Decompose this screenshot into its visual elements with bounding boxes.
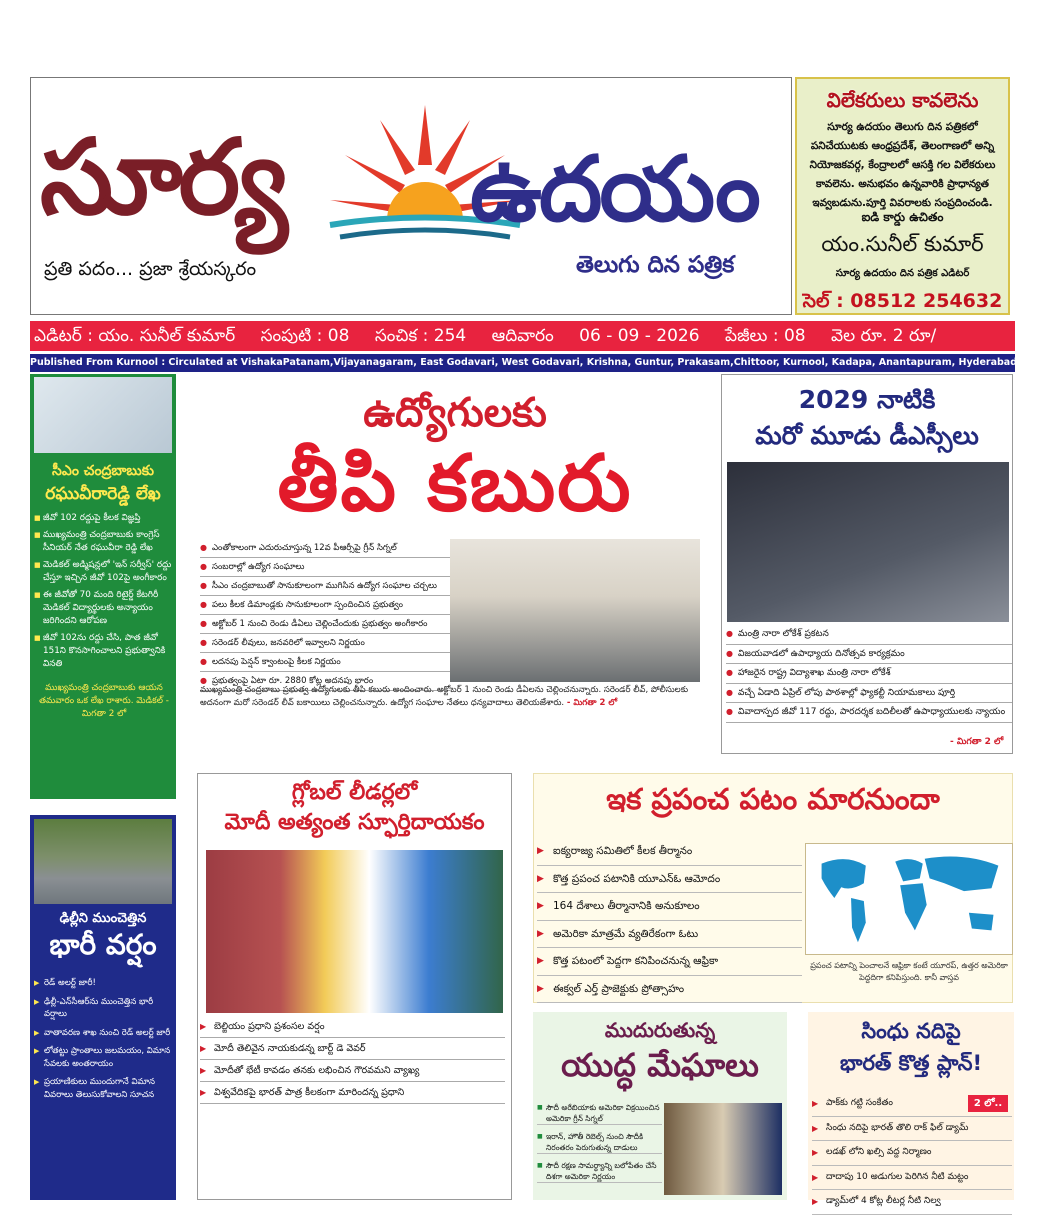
list-item: ▶ 164 దేశాలు తీర్మానానికి అనుకూలం [537, 893, 802, 921]
left-story-headline-2: రఘువీరారెడ్డి లేఖ [45, 484, 161, 504]
right-bullets [726, 625, 1012, 723]
war-headline-1: ముదురుతున్న [604, 1018, 716, 1042]
issue-info-bar [30, 321, 1015, 351]
indus-page-tag: 2 లో.. [968, 1095, 1008, 1112]
world-map-caption: ప్రపంచ పటాన్ని పెంచాలనే ఆఫ్రికా కంటే యూరప్, ఉత్తర అమెరికా పెద్దదిగా కనిపిస్తుంది. కానీ వాస్తవ [810, 961, 1008, 982]
list-item: ▶ కొత్త పటంలో పెద్దగా కనిపించనున్న ఆఫ్రికా [537, 948, 802, 976]
ad-body: సూర్య ఉదయం తెలుగు దిన పత్రికలో పనిచేయుటకు ఆంధ్రప్రదేశ్, తెలంగాణలో అన్ని నియోజకవర్గ, కేంద్రాలలో ఆసక్తి గల విలేకరులు కావలెను. అనుభవం ఉన్నవారికి ప్రాధాన్యత ఇవ్వబడును.పూర్తి వివరాలకు సంప్రదించండి. [809, 121, 996, 209]
indus-headline-2: భారత్ కొత్త ప్లాన్! [839, 1051, 983, 1075]
list-item: ■ ఈ జీవోతో 70 మంది రిటైర్డ్ కేటగిరీ మెడికల్ విద్యార్థులకు అన్యాయం జరిగిందని ఆరోపణ [34, 589, 174, 628]
circulation-bar: Published From Kurnool : Circulated at VishakaPatanam,Vijayanagaram, East Godavari, West Godavari, Krishna, Guntur, Prakasam,Chittoor, Kurnool, Kadapa, Anantapuram, Hyderabad [30, 354, 1015, 372]
list-item: ■ జీవో 102ను రద్దు చేసి, పాత జీవో 151ని కొనసాగించాలని ప్రభుత్వానికి వినతి [34, 632, 174, 671]
list-item: ● వివాదాస్పద జీవో 117 రద్దు, పారదర్శక బదిలీలతో ఉపాధ్యాయులకు న్యాయం [726, 703, 1012, 723]
volume-label: సంపుటి : 08 [260, 326, 350, 346]
list-item: ▶ ప్రయాణికులు ముందుగానే విమాన వివరాలు తెలుసుకోవాలని సూచన [34, 1076, 174, 1101]
tagline-right: తెలుగు దిన పత్రిక [576, 252, 735, 278]
editor-label: ఎడిటర్ : యం. సునీల్ కుమార్ [34, 326, 236, 346]
pages-label: పేజీలు : 08 [724, 326, 806, 346]
logo-left: సూర్య [40, 116, 284, 238]
list-item: ● విజయవాడలో ఉపాధ్యాయ దినోత్సవ కార్యక్రమం [726, 645, 1012, 665]
ad-id-card: ఐడి కార్డు ఉచితం [861, 210, 944, 224]
list-item: ▶ వాతావరణ శాఖ నుంచి రెడ్ అలర్ట్ జారీ [34, 1027, 174, 1040]
list-item: ▶ బెల్జియం ప్రధాని ప్రశంసల వర్షం [200, 1016, 505, 1038]
world-bullets [537, 838, 802, 1003]
list-item: ● హాజరైన రాష్ట్ర విద్యాశాఖ మంత్రి నారా లోకేశ్ [726, 664, 1012, 684]
list-item: ▶ లోతట్టు ప్రాంతాలు జలమయం, విమాన సేవలకు అంతరాయం [34, 1045, 174, 1070]
list-item: ▶ మోదీతో భేటీ కావడం తనకు లభించిన గౌరవమని వ్యాఖ్య [200, 1060, 505, 1082]
war-bullets [537, 1102, 662, 1189]
lead-body-text: ముఖ్యమంత్రి చంద్రబాబు ప్రభుత్వ ఉద్యోగులకు తీపి కబురు అందించారు. అక్టోబర్ 1 నుంచి రెండు డీఏలను చెల్లించనున్నారు. సరెండర్ లీవ్, పోలీసులకు అదనంగా మరో సరెండర్ లీవ్ బకాయిలు చెల్లించనున్నారు. ఉద్యోగ సంఘాల నేతలు ధన్యవాదాలు తెలియజేశారు. [200, 685, 689, 708]
ad-name: యం.సునీల్ కుమార్ [821, 232, 984, 256]
price-label: వెల రూ. 2 రూ/ [831, 326, 937, 346]
ad-phone: సెల్ : 08512 254632 [802, 290, 1003, 312]
world-headline: ఇక ప్రపంచ పటం మారనుందా [606, 782, 940, 816]
tagline-left: ప్రతి పదం... ప్రజా శ్రేయస్కరం [44, 258, 257, 280]
lead-bullets [200, 539, 450, 691]
delhi-headline-2: భారీ వర్షం [49, 928, 157, 961]
left-story-headline [30, 460, 176, 506]
right-story-headline [721, 382, 1013, 454]
lead-kicker: ఉద్యోగులకు [363, 390, 547, 436]
list-item: ▶ పాక్‌కు గట్టి సంకేతం [812, 1092, 1012, 1117]
modi-bullets [200, 1016, 505, 1104]
day-label: ఆదివారం [491, 326, 554, 346]
list-item: ● లదనపు పెన్షన్ క్వాంటంపై కీలక నిర్ణయం [200, 653, 450, 672]
list-item: ■ సౌదీ రక్షణ సామర్థ్యాన్ని బలోపేతం చేసే దిశగా అమెరికా నిర్ణయం [537, 1160, 662, 1183]
date-label: 06 - 09 - 2026 [579, 326, 700, 346]
list-item: ▶ సింధు నదిపై భారత్ తొలి రాక్ ఫిల్ డ్యామ్ [812, 1117, 1012, 1142]
list-item: ▶ అమెరికా మాత్రమే వ్యతిరేకంగా ఓటు [537, 921, 802, 949]
list-item: ■ ఇరాన్, హౌతీ రెబెల్స్ నుంచి సౌదీకి నిరంతరం పెరుగుతున్న దాడులు [537, 1131, 662, 1154]
war-headline-2: యుద్ధ మేఘాలు [561, 1046, 759, 1084]
list-item: ■ సౌదీ అరేబియాకు అమెరికా విక్రయించిన అమెరికా గ్రీన్ సిగ్నల్ [537, 1102, 662, 1125]
list-item: ● అక్టోబర్ 1 నుంచి రెండు డీఏలు చెల్లించేందుకు ప్రభుత్వం అంగీకారం [200, 615, 450, 634]
issue-label: సంచిక : 254 [374, 326, 467, 346]
list-item: ▶ మోదీ తెలివైన నాయకుడన్న బార్ట్ డె వెవర్ [200, 1038, 505, 1060]
list-item: ▶ కొత్త ప్రపంచ పటానికి యూఎన్ఓ ఆమోదం [537, 866, 802, 894]
list-item: ■ జీవో 102 రద్దుపై కీలక విజ్ఞప్తి [34, 512, 174, 525]
list-item: ▶ దాదాపు 10 అడుగుల పెరిగిన నీటి మట్టం [812, 1166, 1012, 1191]
list-item: ▶ డ్యామ్‌లో 4 కోట్ల లీటర్ల నీటి నిల్వ [812, 1190, 1012, 1215]
list-item: ▶ విశ్వవేదికపై భారత్ పాత్ర కీలకంగా మారిందన్న ప్రధాని [200, 1082, 505, 1104]
modi-story-photo [206, 850, 503, 1013]
delhi-list [34, 977, 174, 1107]
list-item: ▶ లడఖ్ లోని ఖల్సి వద్ద నిర్మాణం [812, 1141, 1012, 1166]
right-headline-1: 2029 నాటికి [798, 385, 936, 414]
list-item: ● సంబరాల్లో ఉద్యోగ సంఘాలు [200, 558, 450, 577]
list-item: ■ ముఖ్యమంత్రి చంద్రబాబుకు కాంగ్రెస్ సీనియర్ నేత రఘువీరా రెడ్డి లేఖ [34, 529, 174, 555]
list-item: ▶ ఐక్యరాజ్య సమితిలో కీలక తీర్మానం [537, 838, 802, 866]
left-story-footer: ముఖ్యమంత్రి చంద్రబాబుకు ఆయన తమవారం ఒక లేఖ రాశారు. మెడికల్ - మిగతా 2 లో [39, 683, 169, 719]
lead-continued: - మిగతా 2 లో [566, 697, 618, 708]
indus-headline-1: సింధు నదిపై [861, 1019, 961, 1043]
list-item: ● మంత్రి నారా లోకేశ్ ప్రకటన [726, 625, 1012, 645]
war-story-photo [664, 1103, 782, 1195]
delhi-story-photo [34, 819, 172, 904]
list-item: ● ఎంతోకాలంగా ఎదురుచూస్తున్న 12వ పీఆర్సీపై గ్రీన్ సిగ్నల్ [200, 539, 450, 558]
list-item: ▶ రెడ్ అలర్ట్ జారీ! [34, 977, 174, 990]
delhi-headline-1: ఢిల్లీని ముంచెత్తిన [59, 911, 147, 926]
indus-headline [808, 1015, 1014, 1079]
lead-story-body [200, 684, 710, 709]
left-story-list [34, 512, 174, 675]
list-item: ▶ ఈక్వల్ ఎర్త్ ప్రాజెక్టుకు ప్రోత్సాహం [537, 976, 802, 1004]
logo-right: ఉదయం [470, 137, 758, 242]
ad-title: విలేకరులు కావలెను [826, 88, 979, 112]
lead-story-photo [450, 539, 700, 682]
world-map-icon [805, 843, 1013, 955]
lead-headline: తీపి కబురు [277, 439, 633, 529]
left-story-photo [34, 377, 172, 453]
list-item: ▶ ఢిల్లీ-ఎన్‌సీఆర్‌ను ముంచెత్తిన భారీ వర్షాలు [34, 996, 174, 1021]
modi-headline [197, 778, 512, 838]
list-item: ● వచ్చే ఏడాది ఏప్రిల్ లోపు పాఠశాల్లో ఫ్యాకల్టీ నియామకాలు పూర్తి [726, 684, 1012, 704]
ad-role: సూర్య ఉదయం దిన పత్రిక ఎడిటర్ [835, 268, 970, 279]
right-continued: - మిగతా 2 లో [950, 737, 1004, 747]
list-item: ● సీఎం చంద్రబాబుతో సానుకూలంగా ముగిసిన ఉద్యోగ సంఘాల చర్చలు [200, 577, 450, 596]
left-story-headline-1: సీఎం చంద్రబాబుకు [52, 463, 154, 479]
modi-headline-2: మోదీ అత్యంత స్ఫూర్తిదాయకం [224, 810, 485, 835]
list-item: ● సరెండర్ లీవులు, జనవరిలో ఇవ్వాలని నిర్ణయం [200, 634, 450, 653]
list-item: ■ మెడికల్ అడ్మిషన్లలో 'ఇన్ సర్వీస్' రద్దు చేస్తూ ఇచ్చిన జీవో 102పై అంగీకారం [34, 559, 174, 585]
right-headline-2: మరో మూడు డీఎస్సీలు [755, 421, 979, 450]
list-item: ● పలు కీలక డిమాండ్లకు సానుకూలంగా స్పందించిన ప్రభుత్వం [200, 596, 450, 615]
modi-headline-1: గ్లోబల్ లీడర్లలో [291, 780, 418, 805]
list-item: ● ప్రభుత్వంపై ఏటా రూ. 2880 కోట్ల అదనపు భారం [200, 672, 450, 691]
right-story-photo [727, 462, 1009, 622]
